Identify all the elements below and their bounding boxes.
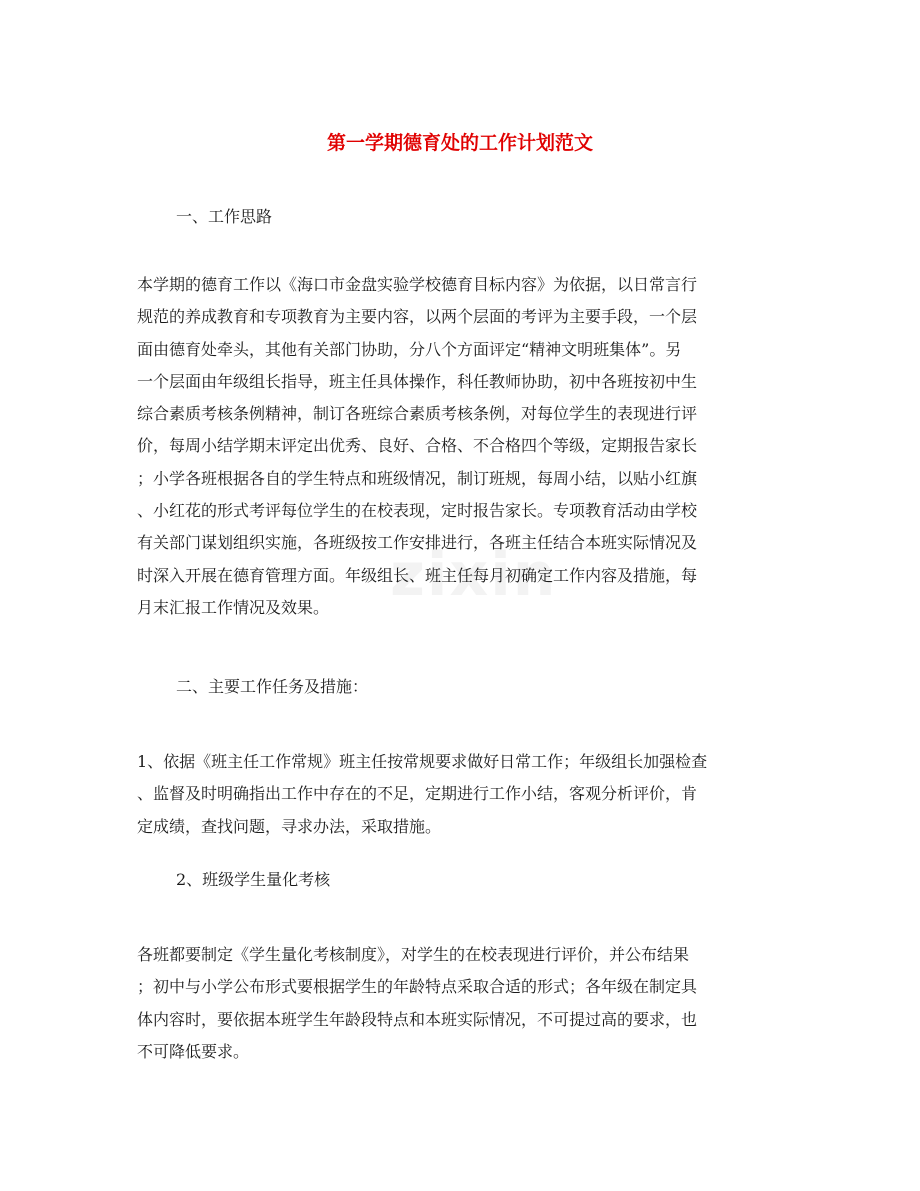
paragraph-line: 不可降低要求。 bbox=[137, 1041, 250, 1061]
item-heading-quantitative-assessment: 2、班级学生量化考核 bbox=[176, 870, 331, 889]
paragraph-line: 、监督及时明确指出工作中存在的不足，定期进行工作小结，客观分析评价，肯 bbox=[137, 784, 698, 804]
paragraph-line: 综合素质考核条例精神，制订各班综合素质考核条例，对每位学生的表现进行评 bbox=[137, 404, 698, 424]
document-title: 第一学期德育处的工作计划范文 bbox=[326, 132, 593, 154]
section-heading-work-ideas: 一、工作思路 bbox=[176, 207, 273, 226]
paragraph-line: 价，每周小结学期末评定出优秀、良好、合格、不合格四个等级，定期报告家长 bbox=[137, 436, 698, 456]
paragraph-line: 体内容时，要依据本班学生年龄段特点和本班实际情况，不可提过高的要求，也 bbox=[137, 1009, 698, 1029]
paragraph-line: 1、依据《班主任工作常规》班主任按常规要求做好日常工作；年级组长加强检查 bbox=[137, 752, 708, 771]
paragraph-line: 本学期的德育工作以《海口市金盘实验学校德育目标内容》为依据，以日常言行 bbox=[137, 275, 698, 294]
paragraph-work-ideas bbox=[137, 269, 785, 624]
paragraph-line: 时深入开展在德育管理方面。年级组长、班主任每月初确定工作内容及措施，每 bbox=[137, 565, 698, 585]
paragraph-item-1 bbox=[137, 746, 785, 843]
paragraph-line: ；初中与小学公布形式要根据学生的年龄特点采取合适的形式；各年级在制定具 bbox=[137, 977, 698, 997]
paragraph-line: 、小红花的形式考评每位学生的在校表现，定时报告家长。专项教育活动由学校 bbox=[137, 501, 698, 521]
paragraph-line: 定成绩，查找问题，寻求办法，采取措施。 bbox=[137, 816, 442, 836]
paragraph-line: 月末汇报工作情况及效果。 bbox=[137, 597, 330, 617]
paragraph-line: 有关部门谋划组织实施，各班级按工作安排进行，各班主任结合本班实际情况及 bbox=[137, 533, 698, 553]
section-heading-main-tasks: 二、主要工作任务及措施： bbox=[176, 677, 369, 696]
watermark: zixin bbox=[390, 540, 558, 610]
paragraph-line: 规范的养成教育和专项教育为主要内容，以两个层面的考评为主要手段，一个层 bbox=[137, 307, 698, 327]
paragraph-line: ；小学各班根据各自的学生特点和班级情况，制订班规，每周小结，以贴小红旗 bbox=[137, 468, 698, 488]
paragraph-item-2 bbox=[137, 939, 785, 1068]
paragraph-line: 面由德育处牵头，其他有关部门协助，分八个方面评定“精神文明班集体”。另 bbox=[137, 339, 682, 359]
paragraph-line: 各班都要制定《学生量化考核制度》，对学生的在校表现进行评价，并公布结果 bbox=[137, 945, 690, 964]
paragraph-line: 一个层面由年级组长指导，班主任具体操作，科任教师协助，初中各班按初中生 bbox=[137, 371, 698, 391]
